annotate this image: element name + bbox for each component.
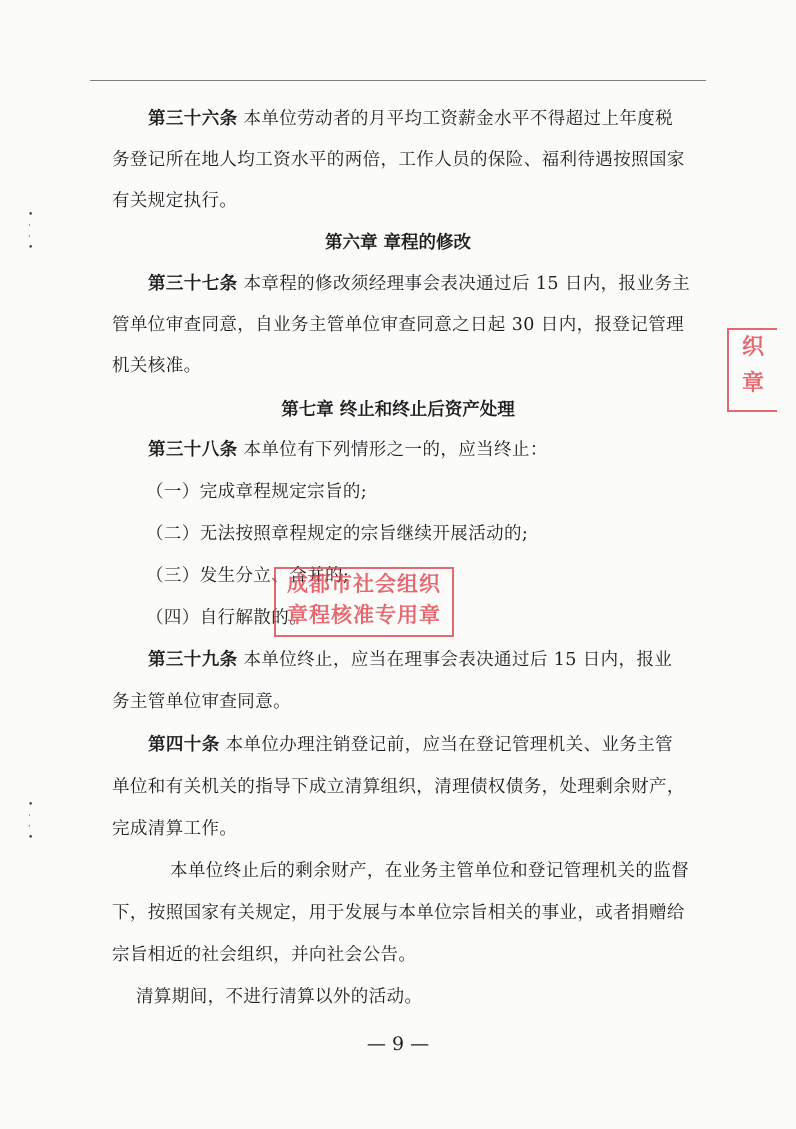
edge-seal-line2: 章: [741, 371, 764, 396]
list-item: （三）发生分立、合并的;: [146, 566, 350, 586]
list-item: （二）无法按照章程规定的宗旨继续开展活动的;: [146, 524, 529, 544]
article-40: [112, 727, 712, 764]
article-40-line1: 本单位办理注销登记前，应当在登记管理机关、业务主管: [219, 735, 674, 755]
article-39: [112, 642, 712, 679]
header-rule: [90, 80, 706, 81]
article-38-title: 第三十八条: [148, 440, 238, 460]
residual-line1: 本单位终止后的剩余财产，在业务主管单位和登记管理机关的监督: [170, 861, 690, 881]
article-38: [112, 432, 712, 469]
residual-line3: 宗旨相近的社会组织，并向社会公告。: [112, 945, 417, 965]
chapter-6-heading: 第六章 章程的修改: [324, 233, 472, 253]
seal-line2: 章程核准专用章: [287, 603, 441, 627]
page-number: — 9 —: [366, 1033, 430, 1055]
article-40-title: 第四十条: [148, 735, 220, 755]
article-38-line1: 本单位有下列情形之一的，应当终止：: [237, 440, 548, 460]
edge-seal-stamp: [727, 328, 777, 412]
article-37-line3: 机关核准。: [112, 356, 202, 376]
article-39-line2: 务主管单位审查同意。: [112, 692, 291, 712]
binding-marks-bottom: • · · •: [28, 800, 34, 843]
article-36-line2: 务登记所在地人均工资水平的两倍，工作人员的保险、福利待遇按照国家: [112, 150, 685, 170]
article-36: [112, 101, 712, 138]
article-40-line3: 完成清算工作。: [112, 819, 238, 839]
seal-line1: 成都市社会组织: [287, 572, 441, 596]
article-39-line1: 本单位终止，应当在理事会表决通过后 15 日内，报业: [237, 650, 673, 670]
liquidation-text: 清算期间，不进行清算以外的活动。: [136, 987, 423, 1007]
list-item: （一）完成章程规定宗旨的;: [146, 482, 368, 502]
chapter-7-heading: 第七章 终止和终止后资产处理: [281, 400, 515, 420]
article-37-title: 第三十七条: [148, 274, 238, 294]
article-39-title: 第三十九条: [148, 650, 238, 670]
article-36-title: 第三十六条: [148, 109, 238, 129]
edge-seal-line1: 织: [741, 335, 764, 360]
article-37-line2: 管单位审查同意，自业务主管单位审查同意之日起 30 日内，报登记管理: [112, 315, 684, 335]
article-36-line1: 本单位劳动者的月平均工资薪金水平不得超过上年度税: [237, 109, 674, 129]
article-37-line1: 本章程的修改须经理事会表决通过后 15 日内，报业务主: [237, 274, 691, 294]
article-40-line2: 单位和有关机关的指导下成立清算组织，清理债权债务，处理剩余财产，: [112, 777, 685, 797]
list-item: （四）自行解散的。: [146, 608, 308, 628]
residual-line2: 下，按照国家有关规定，用于发展与本单位宗旨相关的事业，或者捐赠给: [112, 903, 685, 923]
article-37: [112, 266, 712, 303]
binding-marks-top: • · · •: [28, 210, 34, 253]
article-36-line3: 有关规定执行。: [112, 191, 238, 211]
approval-seal-stamp: [274, 567, 454, 637]
